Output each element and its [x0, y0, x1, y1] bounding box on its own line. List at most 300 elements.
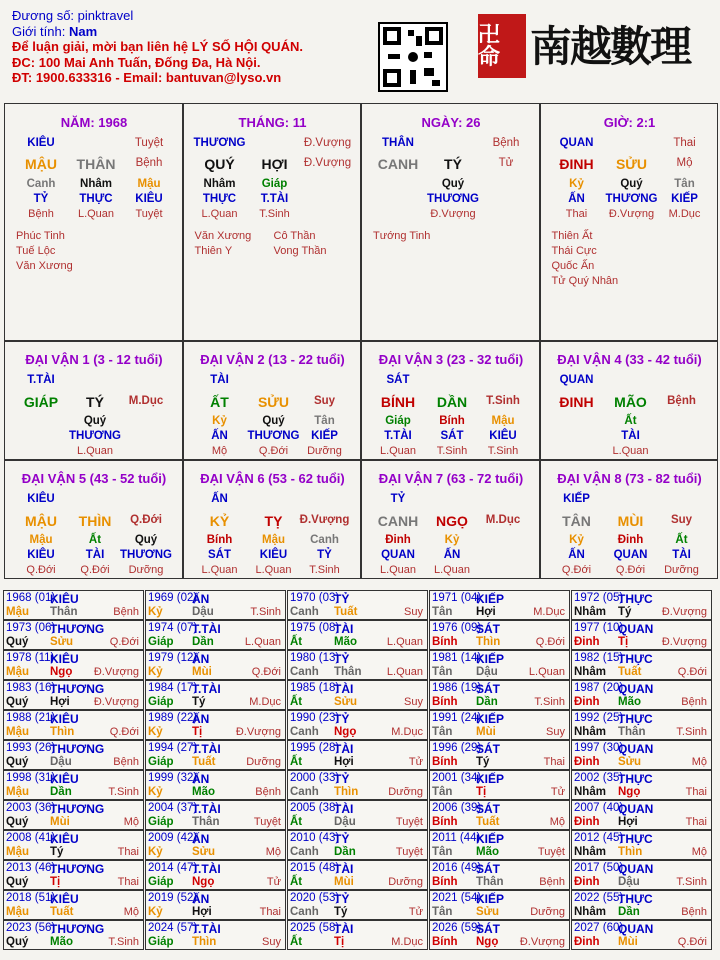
year-stem: Đinh: [574, 696, 600, 708]
hidden-phase: Dưỡng: [307, 445, 342, 457]
year-phase: Tuyệt: [253, 816, 281, 828]
hidden-phase: Mộ: [211, 445, 228, 457]
life-phase: Thai: [673, 137, 696, 149]
year-label: 2004 (37): [148, 802, 198, 814]
year-phase: T.Sinh: [676, 726, 707, 738]
year-label: 1996 (29): [432, 742, 482, 754]
year-phase: Bệnh: [255, 786, 281, 798]
year-god: QUAN: [618, 802, 654, 816]
year-god: KIÊU: [50, 892, 79, 906]
hidden-stem: Canh: [310, 534, 339, 546]
year-cell[interactable]: [287, 620, 428, 650]
year-stem: Bính: [432, 636, 458, 648]
year-cell[interactable]: [145, 800, 286, 830]
hidden-stem: Mậu: [137, 178, 161, 190]
pillar-title: NGÀY: 26: [421, 115, 481, 130]
year-cell[interactable]: [429, 710, 570, 740]
ten-god: QUAN: [559, 374, 594, 386]
year-cell[interactable]: [3, 770, 144, 800]
year-god: THỰC: [618, 892, 653, 906]
heavenly-stem: CANH: [377, 513, 419, 529]
year-cell[interactable]: [429, 920, 570, 950]
year-phase: Đ.Vượng: [93, 696, 139, 708]
year-cell[interactable]: [3, 830, 144, 860]
hidden-god: KIÊU: [489, 430, 517, 442]
hidden-stem: Kỷ: [212, 415, 227, 427]
hidden-stem: Quý: [620, 178, 643, 190]
year-god: THỰC: [618, 832, 653, 846]
year-cell[interactable]: [145, 890, 286, 920]
year-phase: M.Dục: [249, 696, 281, 708]
year-label: 1973 (06): [6, 622, 56, 634]
hidden-stem: Quý: [441, 178, 465, 190]
pillar-panel: [4, 103, 183, 341]
year-branch: Hợi: [192, 906, 212, 918]
hidden-stem: Kỷ: [444, 534, 460, 546]
year-label: 1970 (03): [290, 592, 340, 604]
year-stem: Mậu: [6, 846, 29, 858]
year-branch: Hợi: [50, 696, 70, 708]
hidden-stem: Quý: [83, 415, 107, 427]
year-label: 2011 (44): [432, 832, 481, 844]
ten-god: KIẾP: [563, 493, 590, 505]
year-cell[interactable]: [429, 740, 570, 770]
year-cell[interactable]: [571, 890, 712, 920]
star-item: Văn Xương: [16, 260, 73, 272]
year-label: 1986 (19): [432, 682, 482, 694]
year-cell[interactable]: [429, 860, 570, 890]
year-branch: Tý: [334, 906, 348, 918]
year-stem: Ất: [290, 696, 303, 708]
year-god: SÁT: [476, 682, 500, 696]
earthly-branch: SỬU: [615, 156, 648, 172]
year-branch: Thân: [476, 876, 504, 888]
year-label: 2023 (56): [6, 922, 56, 934]
year-phase: T.Sinh: [108, 936, 139, 948]
year-stem: Bính: [432, 936, 458, 948]
year-branch: Thìn: [334, 786, 359, 798]
hidden-god: KIẾP: [311, 430, 338, 442]
hidden-god: TÀI: [621, 430, 640, 442]
year-cell[interactable]: [571, 800, 712, 830]
year-label: 2003 (36): [6, 802, 56, 814]
year-branch: Mão: [334, 636, 357, 648]
year-stem: Ất: [290, 756, 303, 768]
year-cell[interactable]: [287, 680, 428, 710]
year-phase: Suy: [404, 696, 423, 708]
year-stem: Nhâm: [574, 786, 606, 798]
hidden-phase: Tuyệt: [135, 208, 163, 220]
year-phase: Thai: [685, 816, 707, 828]
year-cell[interactable]: [3, 590, 144, 620]
life-phase: Tuyệt: [134, 137, 164, 149]
year-cell[interactable]: [3, 650, 144, 680]
hidden-stem: Mậu: [262, 534, 285, 546]
year-cell[interactable]: [145, 770, 286, 800]
year-label: 1984 (17): [148, 682, 198, 694]
star-item: Thiên Y: [194, 245, 233, 257]
year-god: KIẾP: [476, 652, 505, 666]
star-item: Tử Quý Nhân: [551, 275, 619, 287]
year-cell[interactable]: [287, 710, 428, 740]
year-god: THƯƠNG: [50, 862, 105, 876]
year-phase: Bệnh: [113, 756, 139, 768]
year-label: 2026 (59): [432, 922, 482, 934]
year-stem: Bính: [432, 876, 458, 888]
star-item: Phúc Tinh: [16, 230, 65, 242]
year-cell[interactable]: [571, 770, 712, 800]
year-cell[interactable]: [287, 890, 428, 920]
year-label: 1998 (31): [6, 772, 56, 784]
year-phase: T.Sinh: [534, 696, 565, 708]
year-branch: Sửu: [618, 756, 642, 768]
year-cell[interactable]: [571, 830, 712, 860]
heavenly-stem: ẤT: [210, 394, 229, 410]
year-stem: Canh: [290, 606, 319, 618]
year-cell[interactable]: [3, 740, 144, 770]
year-label: 1988 (21): [6, 712, 56, 724]
year-branch: Dậu: [50, 756, 72, 768]
life-phase: Suy: [670, 514, 693, 526]
year-phase: M.Dục: [391, 936, 423, 948]
year-branch: Dần: [334, 846, 356, 858]
year-label: 1983 (16): [6, 682, 56, 694]
year-cell[interactable]: [145, 710, 286, 740]
year-god: ẤN: [192, 652, 210, 666]
year-cell[interactable]: [571, 710, 712, 740]
life-phase: T.Sinh: [486, 395, 520, 407]
year-branch: Tuất: [50, 906, 74, 918]
year-stem: Tân: [432, 666, 453, 678]
year-stem: Kỷ: [148, 606, 163, 618]
pillar-title: GIỜ: 2:1: [603, 115, 656, 130]
year-label: 1979 (12): [148, 652, 198, 664]
year-cell[interactable]: [429, 770, 570, 800]
year-cell[interactable]: [287, 830, 428, 860]
year-phase: Tử: [266, 876, 281, 888]
year-cell[interactable]: [571, 620, 712, 650]
year-stem: Canh: [290, 846, 319, 858]
year-cell[interactable]: [571, 740, 712, 770]
year-branch: Thân: [50, 606, 78, 618]
year-cell[interactable]: [429, 650, 570, 680]
year-god: TÀI: [334, 802, 354, 816]
year-label: 1990 (23): [290, 712, 340, 724]
year-phase: M.Dục: [391, 726, 423, 738]
year-god: ẤN: [192, 832, 210, 846]
year-cell[interactable]: [287, 740, 428, 770]
year-stem: Đinh: [574, 876, 600, 888]
year-stem: Mậu: [6, 666, 29, 678]
hidden-god: THƯƠNG: [605, 193, 658, 205]
year-branch: Tuất: [334, 606, 358, 618]
year-cell[interactable]: [145, 920, 286, 950]
pillar-title: NĂM: 1968: [60, 115, 128, 130]
ten-god: QUAN: [559, 137, 594, 149]
hidden-stem: Mậu: [491, 415, 515, 427]
hidden-stem: Giáp: [261, 178, 288, 190]
year-branch: Dậu: [192, 606, 214, 618]
hidden-god: ẤN: [568, 193, 585, 205]
year-phase: Mộ: [691, 756, 707, 768]
year-label: 1982 (15): [574, 652, 624, 664]
year-phase: Dưỡng: [530, 906, 565, 918]
year-label: 1969 (02): [148, 592, 198, 604]
year-god: KIẾP: [476, 592, 505, 606]
year-branch: Dần: [50, 786, 72, 798]
year-god: THƯƠNG: [50, 922, 105, 936]
year-label: 2024 (57): [148, 922, 198, 934]
year-cell[interactable]: [145, 650, 286, 680]
year-label: 1977 (10): [574, 622, 624, 634]
year-label: 2002 (35): [574, 772, 624, 784]
year-cell[interactable]: [429, 800, 570, 830]
year-phase: Thai: [117, 876, 139, 888]
year-cell[interactable]: [3, 710, 144, 740]
hidden-god: KIÊU: [135, 193, 163, 205]
year-label: 2006 (39): [432, 802, 482, 814]
life-phase: Bệnh: [492, 137, 520, 149]
year-label: 1992 (25): [574, 712, 624, 724]
year-label: 2001 (34): [432, 772, 482, 784]
heavenly-stem: KỶ: [209, 513, 230, 529]
contact-line: Để luận giải, mời bạn liên hệ LÝ SỐ HỘI QUÁN.: [12, 39, 303, 54]
hidden-phase: Dưỡng: [664, 564, 699, 576]
year-god: SÁT: [476, 742, 500, 756]
year-god: QUAN: [618, 742, 654, 756]
dai-van-panel: [361, 460, 540, 579]
year-cell[interactable]: [3, 680, 144, 710]
year-phase: Dưỡng: [246, 756, 281, 768]
year-cell[interactable]: [571, 650, 712, 680]
life-phase: M.Dục: [128, 395, 164, 407]
year-cell[interactable]: [145, 860, 286, 890]
year-phase: Tuyệt: [537, 846, 565, 858]
year-cell[interactable]: [287, 770, 428, 800]
year-branch: Mão: [618, 696, 641, 708]
hidden-god: ẤN: [211, 430, 228, 442]
year-god: SÁT: [476, 862, 500, 876]
year-cell[interactable]: [571, 860, 712, 890]
hidden-god: T.TÀI: [260, 193, 289, 205]
year-god: ẤN: [192, 772, 210, 786]
year-stem: Mậu: [6, 786, 29, 798]
year-branch: Sửu: [192, 846, 216, 858]
year-stem: Đinh: [574, 756, 600, 768]
year-phase: Bệnh: [113, 606, 139, 618]
year-branch: Tuất: [192, 756, 216, 768]
year-branch: Ngọ: [50, 666, 73, 678]
year-stem: Kỷ: [148, 726, 163, 738]
year-cell[interactable]: [3, 860, 144, 890]
year-cell[interactable]: [145, 590, 286, 620]
year-cell[interactable]: [145, 830, 286, 860]
year-phase: M.Dục: [533, 606, 565, 618]
dai-van-title: ĐẠI VẬN 3 (23 - 32 tuổi): [378, 352, 524, 367]
year-stem: Nhâm: [574, 726, 606, 738]
year-label: 1999 (32): [148, 772, 198, 784]
star-item: Thiên Ất: [551, 230, 593, 242]
year-god: TÀI: [334, 922, 354, 936]
year-cell[interactable]: [571, 920, 712, 950]
year-phase: L.Quan: [386, 666, 423, 678]
year-god: QUAN: [618, 862, 654, 876]
hidden-god: TỶ: [33, 193, 49, 205]
year-stem: Tân: [432, 606, 453, 618]
year-god: THƯƠNG: [50, 682, 105, 696]
hidden-god: TÀI: [672, 549, 691, 561]
year-stem: Đinh: [574, 636, 600, 648]
year-god: TỶ: [334, 772, 350, 786]
star-item: Tuế Lộc: [16, 245, 56, 257]
year-label: 2020 (53): [290, 892, 340, 904]
year-stem: Giáp: [148, 756, 174, 768]
year-cell[interactable]: [287, 860, 428, 890]
year-cell[interactable]: [287, 920, 428, 950]
ten-god: ẤN: [211, 493, 228, 505]
hidden-phase: T.Sinh: [309, 564, 340, 576]
seal-stamp: 卍 命: [478, 14, 526, 78]
year-stem: Bính: [432, 816, 458, 828]
year-branch: Thìn: [476, 636, 501, 648]
hidden-stem: Nhâm: [80, 178, 112, 190]
year-cell[interactable]: [429, 890, 570, 920]
year-phase: Bệnh: [681, 696, 707, 708]
year-cell[interactable]: [429, 680, 570, 710]
year-label: 1971 (04): [432, 592, 482, 604]
year-phase: Bệnh: [681, 906, 707, 918]
year-god: TÀI: [334, 622, 354, 636]
hidden-stem: Ất: [624, 415, 637, 427]
qr-code-icon[interactable]: [378, 22, 448, 92]
hidden-phase: Q.Đới: [258, 445, 289, 457]
year-phase: Tử: [408, 756, 423, 768]
dai-van-panel: [4, 460, 183, 579]
earthly-branch: TÝ: [444, 156, 462, 172]
year-cell[interactable]: [287, 800, 428, 830]
year-stem: Quý: [6, 696, 29, 708]
hidden-god: TỶ: [317, 549, 332, 561]
year-god: TỶ: [334, 892, 350, 906]
pillar-panel: [540, 103, 719, 341]
year-phase: Dưỡng: [388, 786, 423, 798]
owner-name: Đương số: pinktravel: [12, 8, 134, 23]
year-cell[interactable]: [287, 650, 428, 680]
year-phase: Q.Đới: [535, 636, 565, 648]
year-stem: Kỷ: [148, 846, 163, 858]
life-phase: Tử: [498, 157, 514, 169]
dai-van-panel: [540, 341, 719, 460]
year-cell[interactable]: [429, 590, 570, 620]
year-label: 2021 (54): [432, 892, 482, 904]
year-phase: Tuyệt: [395, 816, 423, 828]
year-god: KIÊU: [50, 832, 79, 846]
year-label: 2025 (58): [290, 922, 340, 934]
year-phase: L.Quan: [528, 666, 565, 678]
year-phase: Suy: [546, 726, 565, 738]
year-god: QUAN: [618, 682, 654, 696]
hidden-god: KIÊU: [27, 549, 55, 561]
year-branch: Dần: [476, 696, 498, 708]
year-branch: Dần: [618, 906, 640, 918]
year-cell[interactable]: [3, 800, 144, 830]
year-phase: Tử: [550, 786, 565, 798]
life-phase: Đ.Vượng: [303, 157, 352, 169]
year-stem: Bính: [432, 756, 458, 768]
year-phase: Thai: [117, 846, 139, 858]
year-cell[interactable]: [429, 830, 570, 860]
year-cell[interactable]: [3, 920, 144, 950]
year-cell[interactable]: [3, 890, 144, 920]
heavenly-stem: ĐINH: [559, 394, 594, 410]
year-cell[interactable]: [429, 620, 570, 650]
hidden-god: THƯƠNG: [247, 430, 300, 442]
hidden-stem: Kỷ: [569, 534, 584, 546]
year-cell[interactable]: [3, 620, 144, 650]
year-cell[interactable]: [145, 620, 286, 650]
year-phase: Đ.Vượng: [235, 726, 281, 738]
heavenly-stem: TÂN: [562, 513, 591, 529]
year-god: T.TÀI: [192, 742, 221, 756]
hidden-phase: L.Quan: [201, 564, 238, 576]
year-god: T.TÀI: [192, 682, 221, 696]
year-god: SÁT: [476, 922, 500, 936]
star-item: Văn Xương: [194, 230, 252, 242]
year-god: TÀI: [334, 682, 354, 696]
year-god: KIẾP: [476, 832, 505, 846]
year-branch: Tý: [192, 696, 206, 708]
year-cell[interactable]: [571, 680, 712, 710]
year-branch: Tuất: [618, 666, 642, 678]
year-branch: Mùi: [192, 666, 212, 678]
year-branch: Ngọ: [476, 936, 499, 948]
year-cell[interactable]: [145, 680, 286, 710]
year-stem: Quý: [6, 936, 29, 948]
year-branch: Mùi: [50, 816, 70, 828]
year-phase: Đ.Vượng: [519, 936, 565, 948]
year-cell[interactable]: [571, 590, 712, 620]
hidden-stem: Đinh: [617, 534, 644, 546]
dai-van-title: ĐẠI VẬN 8 (73 - 82 tuổi): [557, 471, 702, 486]
hidden-stem: Giáp: [385, 415, 411, 427]
hidden-stem: Kỷ: [569, 178, 584, 190]
hidden-stem: Bính: [439, 415, 465, 427]
hidden-god: SÁT: [440, 430, 464, 442]
hidden-phase: Đ.Vượng: [430, 208, 476, 220]
life-phase: M.Dục: [485, 514, 521, 526]
year-cell[interactable]: [287, 590, 428, 620]
dai-van-title: ĐẠI VẬN 1 (3 - 12 tuổi): [25, 352, 163, 367]
year-cell[interactable]: [145, 740, 286, 770]
year-label: 2005 (38): [290, 802, 340, 814]
year-stem: Nhâm: [574, 606, 606, 618]
year-stem: Canh: [290, 786, 319, 798]
hidden-phase: L.Quan: [379, 564, 417, 576]
year-stem: Giáp: [148, 636, 174, 648]
hidden-phase: L.Quan: [255, 564, 292, 576]
year-label: 1991 (24): [432, 712, 482, 724]
hidden-phase: Q.Đới: [26, 564, 56, 576]
star-item: Cô Thần: [273, 230, 316, 242]
dai-van-title: ĐẠI VẬN 4 (33 - 42 tuổi): [557, 352, 702, 367]
heavenly-stem: CANH: [377, 156, 419, 172]
year-stem: Ất: [290, 936, 303, 948]
hidden-phase: L.Quan: [612, 445, 649, 457]
year-label: 2018 (51): [6, 892, 56, 904]
hidden-god: THƯƠNG: [427, 193, 479, 205]
year-phase: L.Quan: [244, 636, 281, 648]
year-label: 2022 (55): [574, 892, 624, 904]
